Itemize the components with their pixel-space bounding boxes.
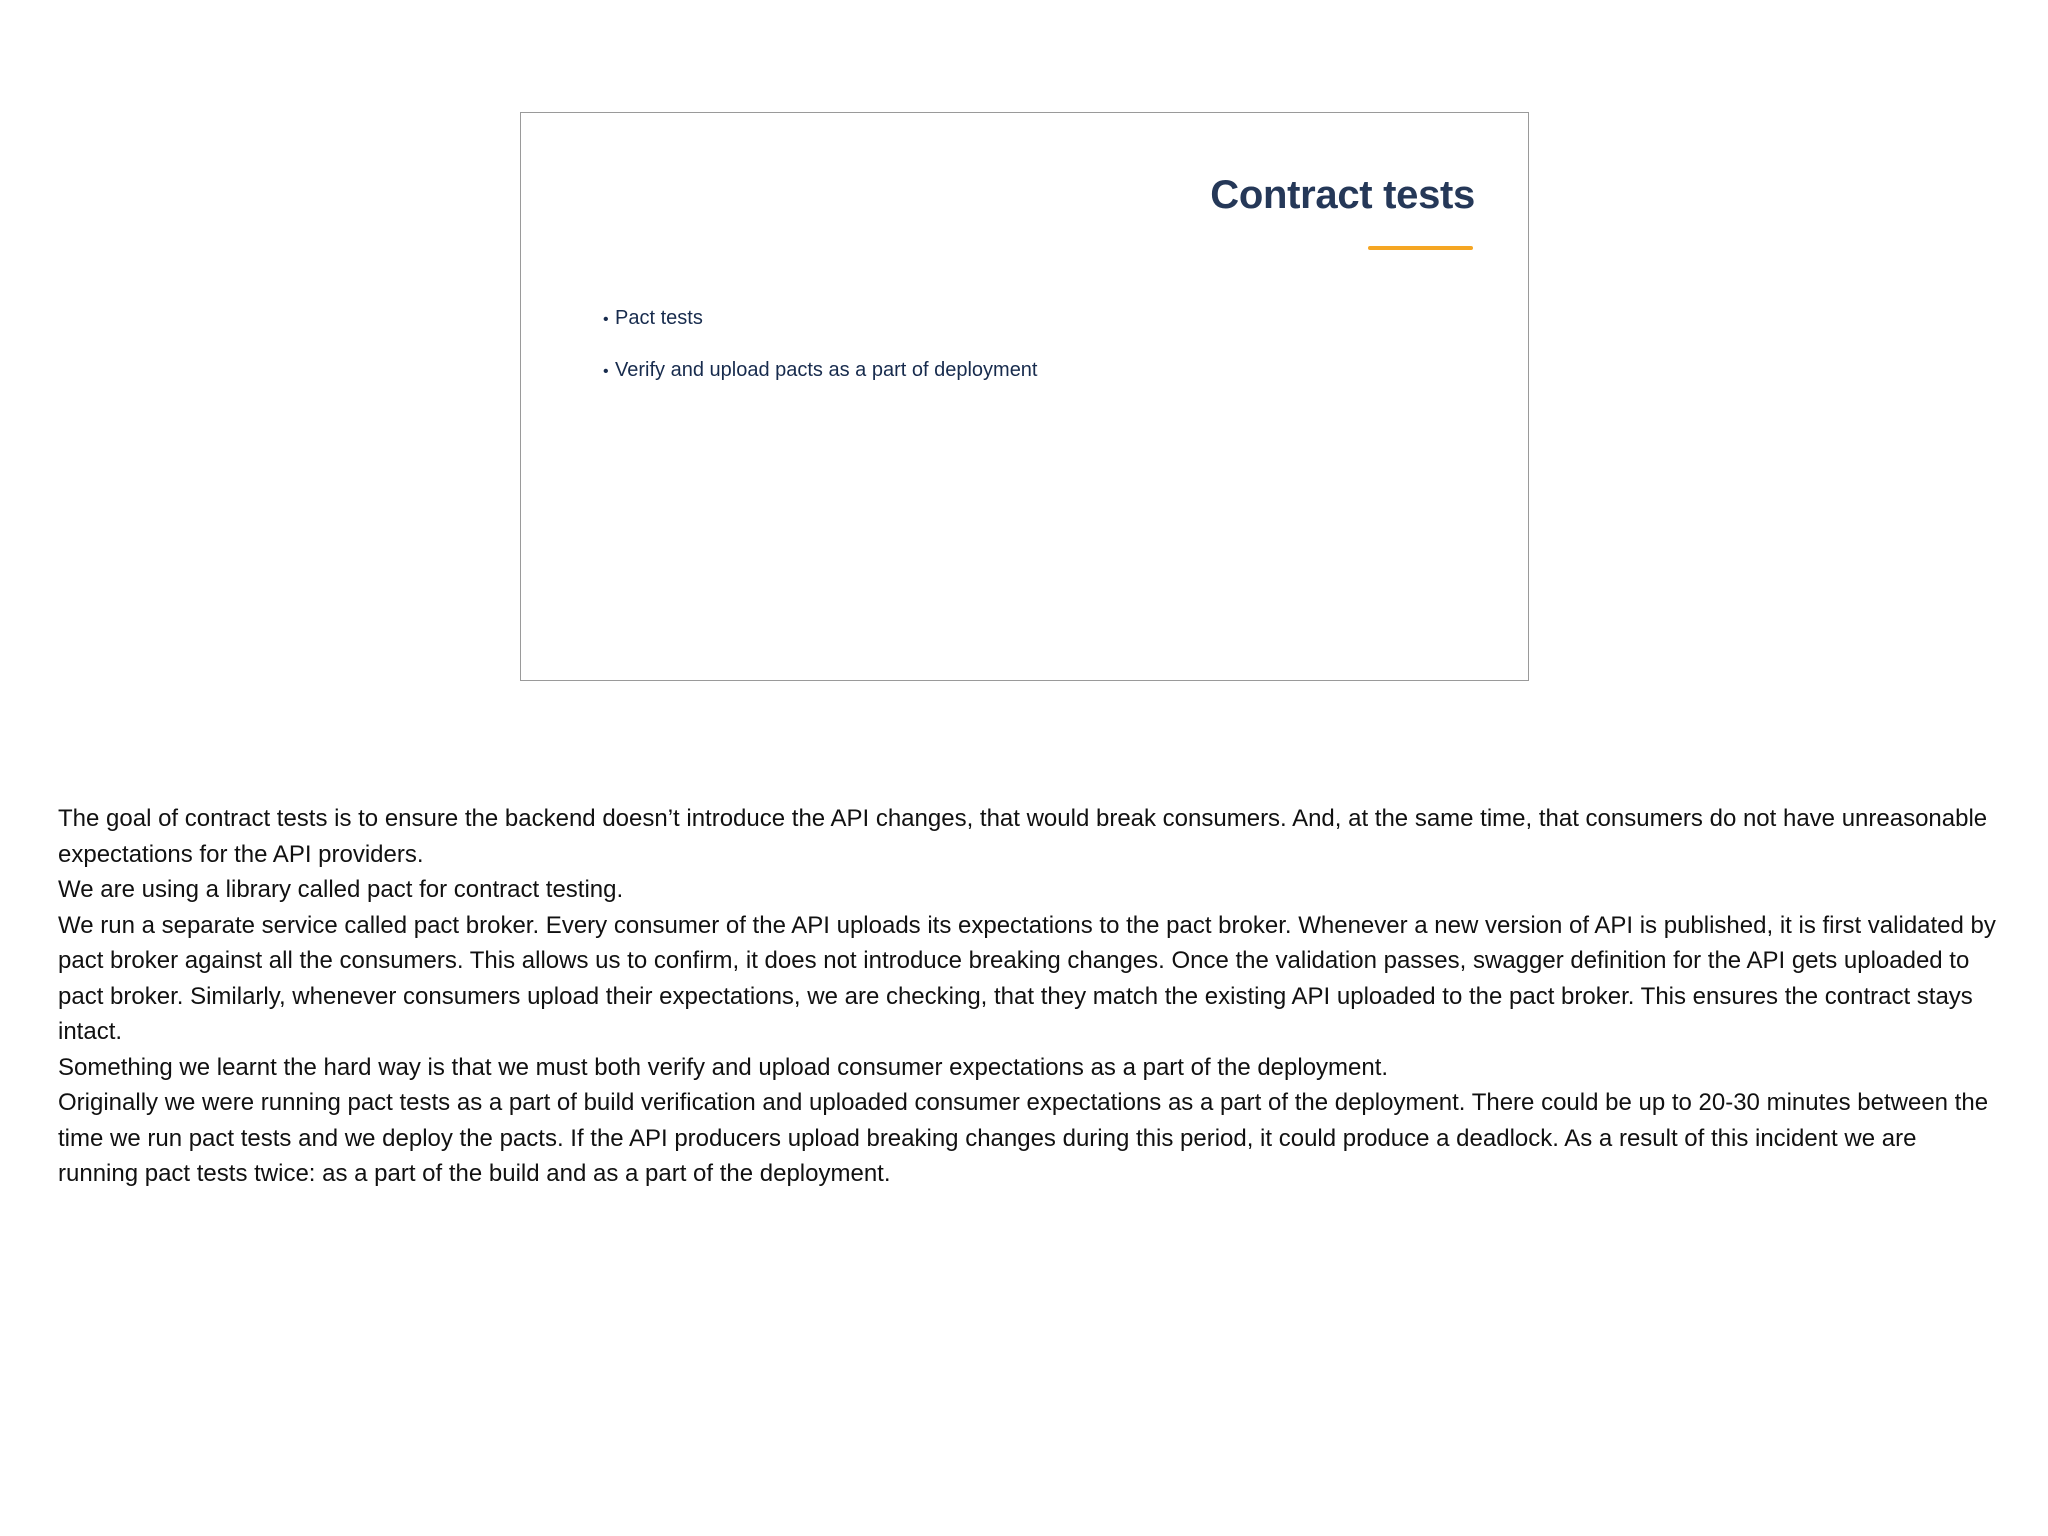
speaker-notes xyxy=(58,801,1998,1192)
slide-thumbnail xyxy=(520,112,1529,681)
slide-bullet-list xyxy=(603,305,1038,409)
notes-paragraph: Something we learnt the hard way is that we must both verify and upload consumer expectations as a part of the deployment. xyxy=(58,1053,1389,1081)
bullet-dot-icon: • xyxy=(603,311,609,328)
bullet-text: Verify and upload pacts as a part of deployment xyxy=(615,359,1038,381)
notes-paragraph: We are using a library called pact for contract testing. xyxy=(58,876,624,903)
bullet-text: Pact tests xyxy=(615,307,703,329)
slide-bullet-item xyxy=(603,357,1038,385)
title-accent-underline xyxy=(1368,246,1473,250)
slide-bullet-item xyxy=(603,305,1038,333)
notes-paragraph: We run a separate service called pact broker. Every consumer of the API uploads its expectations to the pact broker. Whenever a new version of API is published, it is first validated by pact broker against all the consumers. This allows us to confirm, it does not introduce breaking changes. Once the validation passes, swagger definition for the API gets uploaded to pact broker. Similarly, whenever consumers upload their expectations, we are checking, that they match the existing API uploaded to the pact broker. This ensures the contract stays intact. xyxy=(58,911,1996,1045)
notes-paragraph: Originally we were running pact tests as a part of build verification and uploaded consumer expectations as a part of the deployment. There could be up to 20-30 minutes between the time we run pact tests and we deploy the pacts. If the API producers upload breaking changes during this period, it could produce a deadlock. As a result of this incident we are running pact tests twice: as a part of the build and as a part of the deployment. xyxy=(58,1089,1989,1187)
slide-title: Contract tests xyxy=(1210,173,1475,217)
bullet-dot-icon: • xyxy=(603,363,609,380)
notes-paragraph: The goal of contract tests is to ensure the backend doesn’t introduce the API changes, that would break consumers. And, at the same time, that consumers do not have unreasonable expectations for the API providers. xyxy=(58,805,1988,868)
